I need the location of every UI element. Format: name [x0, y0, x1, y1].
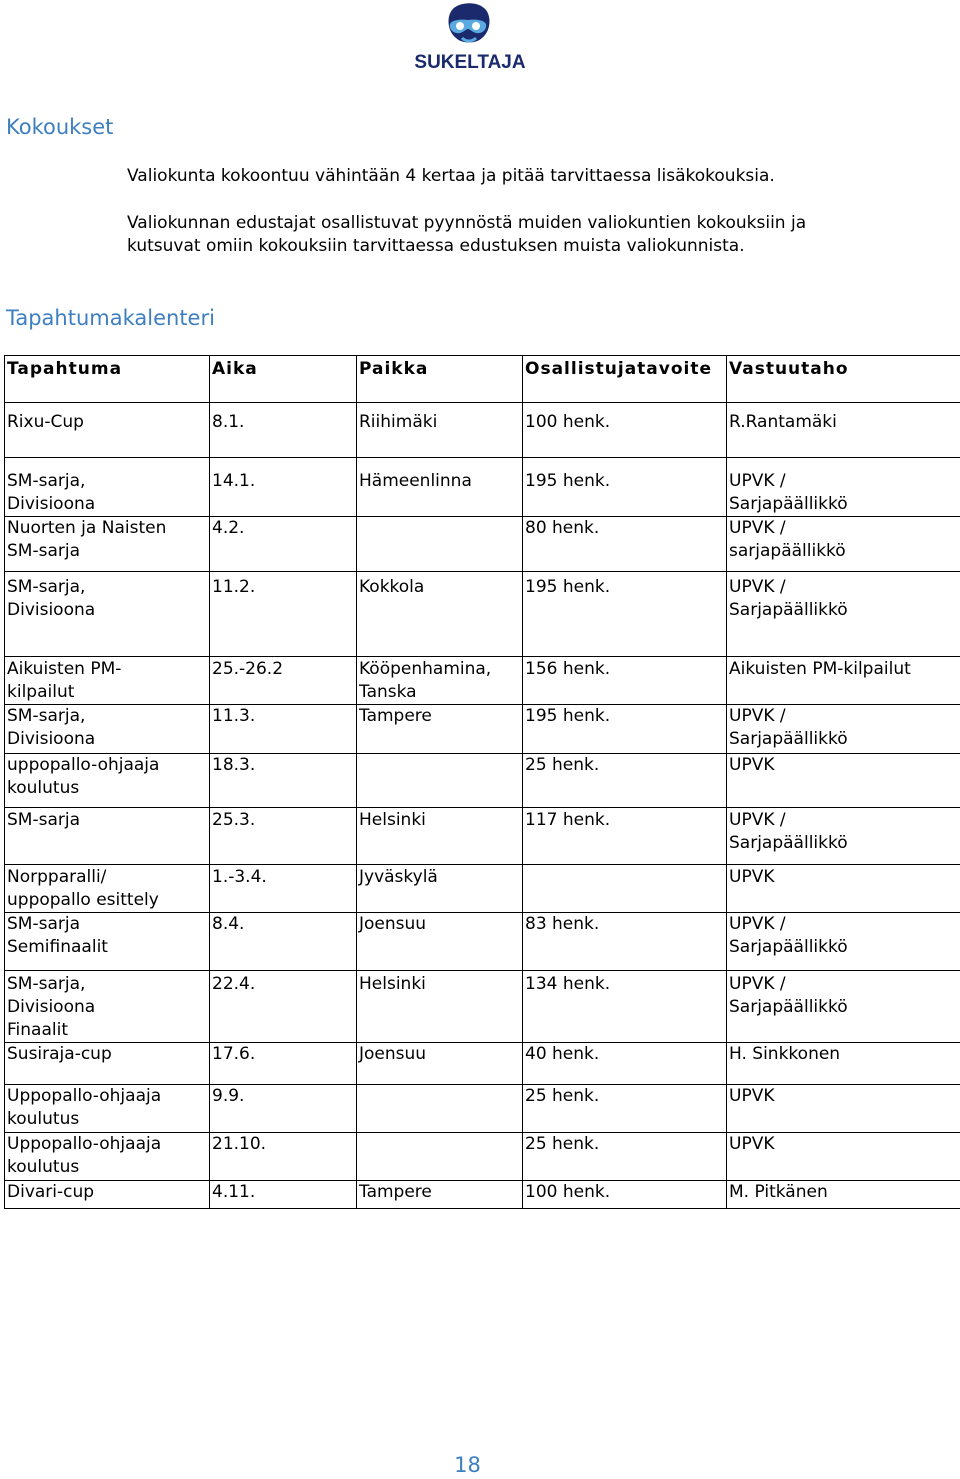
cell-place	[357, 1133, 523, 1181]
header-time: Aika	[210, 356, 357, 403]
table-row	[5, 1043, 960, 1085]
table-row	[5, 865, 960, 913]
cell-responsible: H. Sinkkonen	[727, 1043, 960, 1085]
cell-time: 1.-3.4.	[210, 865, 357, 913]
event-text: Rixu-Cup	[7, 412, 84, 432]
cell-event	[5, 458, 210, 517]
event-text: SM-sarja,	[7, 577, 86, 597]
responsible-text: UPVK /	[729, 471, 786, 491]
cell-time: 11.2.	[210, 572, 357, 657]
cell-responsible: UPVK	[727, 754, 960, 808]
event-text: SM-sarja,	[7, 471, 86, 491]
diver-mask-logo-icon	[442, 2, 494, 52]
event-text: SM-sarja,	[7, 706, 86, 726]
cell-event	[5, 403, 210, 458]
cell-target: 195 henk.	[523, 705, 727, 754]
event-text-line-2: koulutus	[7, 1157, 80, 1177]
event-text: SM-sarja,	[7, 974, 86, 994]
cell-place: Hämeenlinna	[357, 458, 523, 517]
responsible-text-line-2: Sarjapäällikkö	[729, 937, 848, 957]
cell-time: 25.-26.2	[210, 657, 357, 705]
responsible-text: UPVK /	[729, 518, 786, 538]
event-text: Nuorten ja Naisten	[7, 518, 167, 538]
cell-event: Divari-cup	[5, 1181, 210, 1209]
responsible-text-line-2: Sarjapäällikkö	[729, 600, 848, 620]
cell-event	[5, 657, 210, 705]
event-text: Uppopallo-ohjaaja	[7, 1086, 162, 1106]
cell-place: Tampere	[357, 705, 523, 754]
cell-place: Riihimäki	[357, 403, 523, 458]
cell-place	[357, 657, 523, 705]
sukeltaja-logo	[408, 2, 528, 78]
cell-responsible	[727, 971, 960, 1043]
table-row	[5, 572, 960, 657]
event-text-line-3: Finaalit	[7, 1020, 68, 1040]
event-text: Aikuisten PM-	[7, 659, 122, 679]
responsible-text-line-2: Sarjapäällikkö	[729, 494, 848, 514]
cell-time: 11.3.	[210, 705, 357, 754]
event-text-line-2: Divisioona	[7, 600, 96, 620]
cell-time: 25.3.	[210, 808, 357, 865]
event-text-line-2: kilpailut	[7, 682, 75, 702]
cell-place: Helsinki	[357, 808, 523, 865]
cell-responsible: R.Rantamäki	[727, 403, 960, 458]
cell-place: Tampere	[357, 1181, 523, 1209]
table-row	[5, 913, 960, 971]
header-responsible: Vastuutaho	[727, 356, 960, 403]
cell-time: 14.1.	[210, 458, 357, 517]
table-row	[5, 808, 960, 865]
logo-text: SUKELTAJA	[414, 52, 526, 73]
calendar-heading: Tapahtumakalenteri	[6, 306, 215, 330]
cell-event	[5, 517, 210, 572]
cell-event: SM-sarja	[5, 808, 210, 865]
responsible-text-line-2: Sarjapäällikkö	[729, 729, 848, 749]
cell-event	[5, 865, 210, 913]
cell-place: Kokkola	[357, 572, 523, 657]
cell-responsible	[727, 913, 960, 971]
meetings-paragraph-2-line-2: kutsuvat omiin kokouksiin tarvittaessa edustuksen muista valiokunnista.	[127, 236, 745, 256]
event-text-line-2: uppopallo esittely	[7, 890, 159, 910]
table-row	[5, 1133, 960, 1181]
cell-event	[5, 1133, 210, 1181]
cell-event: Susiraja-cup	[5, 1043, 210, 1085]
event-text: Norpparalli/	[7, 867, 107, 887]
cell-target: 156 henk.	[523, 657, 727, 705]
cell-event	[5, 705, 210, 754]
place-text-line-2: Tanska	[359, 682, 417, 702]
cell-target: 100 henk.	[523, 403, 727, 458]
table-row	[5, 705, 960, 754]
cell-place	[357, 754, 523, 808]
table-row	[5, 657, 960, 705]
cell-event	[5, 1085, 210, 1133]
event-text-line-2: koulutus	[7, 1109, 80, 1129]
event-text-line-2: Divisioona	[7, 997, 96, 1017]
cell-event	[5, 971, 210, 1043]
table-row	[5, 971, 960, 1043]
cell-event	[5, 572, 210, 657]
place-text: Kööpenhamina,	[359, 659, 492, 679]
cell-target: 25 henk.	[523, 1085, 727, 1133]
responsible-text-line-2: Sarjapäällikkö	[729, 997, 848, 1017]
responsible-text: UPVK /	[729, 810, 786, 830]
cell-target: 80 henk.	[523, 517, 727, 572]
cell-time: 8.1.	[210, 403, 357, 458]
cell-place: Joensuu	[357, 913, 523, 971]
responsible-text: UPVK /	[729, 706, 786, 726]
responsible-text-line-2: Sarjapäällikkö	[729, 833, 848, 853]
meetings-paragraph-1: Valiokunta kokoontuu vähintään 4 kertaa ja pitää tarvittaessa lisäkokouksia.	[127, 166, 775, 186]
event-text-line-2: Divisioona	[7, 729, 96, 749]
cell-responsible: UPVK	[727, 1085, 960, 1133]
event-text: uppopallo-ohjaaja	[7, 755, 160, 775]
header-event: Tapahtuma	[5, 356, 210, 403]
cell-time: 4.11.	[210, 1181, 357, 1209]
table-row	[5, 1181, 960, 1209]
cell-responsible: M. Pitkänen	[727, 1181, 960, 1209]
header-place: Paikka	[357, 356, 523, 403]
cell-target: 40 henk.	[523, 1043, 727, 1085]
cell-time: 21.10.	[210, 1133, 357, 1181]
event-calendar-table	[4, 355, 960, 1209]
event-text-line-2: koulutus	[7, 778, 80, 798]
responsible-text: UPVK /	[729, 577, 786, 597]
cell-place	[357, 517, 523, 572]
header-target: Osallistujatavoite	[523, 356, 727, 403]
cell-target: 25 henk.	[523, 1133, 727, 1181]
cell-event	[5, 913, 210, 971]
event-text: Uppopallo-ohjaaja	[7, 1134, 162, 1154]
table-row	[5, 403, 960, 458]
table-row	[5, 754, 960, 808]
cell-target: 195 henk.	[523, 572, 727, 657]
meetings-paragraph-2-line-1: Valiokunnan edustajat osallistuvat pyynnöstä muiden valiokuntien kokouksiin ja	[127, 213, 807, 233]
cell-responsible: UPVK	[727, 865, 960, 913]
cell-time: 8.4.	[210, 913, 357, 971]
cell-time: 9.9.	[210, 1085, 357, 1133]
cell-target: 117 henk.	[523, 808, 727, 865]
cell-target: 100 henk.	[523, 1181, 727, 1209]
cell-responsible: UPVK	[727, 1133, 960, 1181]
responsible-text: UPVK /	[729, 974, 786, 994]
cell-place: Jyväskylä	[357, 865, 523, 913]
cell-target: 134 henk.	[523, 971, 727, 1043]
table-row	[5, 517, 960, 572]
event-text-line-2: SM-sarja	[7, 541, 80, 561]
cell-target: 83 henk.	[523, 913, 727, 971]
table-row	[5, 1085, 960, 1133]
cell-time: 4.2.	[210, 517, 357, 572]
cell-target: 25 henk.	[523, 754, 727, 808]
responsible-text-line-2: sarjapäällikkö	[729, 541, 846, 561]
table-row	[5, 458, 960, 517]
cell-place	[357, 1085, 523, 1133]
cell-responsible	[727, 517, 960, 572]
table-header-row	[5, 356, 960, 403]
event-text: SM-sarja	[7, 914, 80, 934]
meetings-paragraph-2	[127, 212, 927, 258]
page-number: 18	[454, 1453, 481, 1477]
cell-responsible: Aikuisten PM-kilpailut	[727, 657, 960, 705]
cell-event	[5, 754, 210, 808]
cell-responsible	[727, 705, 960, 754]
cell-time: 22.4.	[210, 971, 357, 1043]
cell-place: Helsinki	[357, 971, 523, 1043]
cell-time: 17.6.	[210, 1043, 357, 1085]
cell-responsible	[727, 572, 960, 657]
cell-responsible	[727, 458, 960, 517]
cell-target: 195 henk.	[523, 458, 727, 517]
event-text-line-2: Semifinaalit	[7, 937, 108, 957]
meetings-heading: Kokoukset	[6, 115, 114, 139]
cell-responsible	[727, 808, 960, 865]
cell-place: Joensuu	[357, 1043, 523, 1085]
responsible-text: UPVK /	[729, 914, 786, 934]
cell-time: 18.3.	[210, 754, 357, 808]
cell-target	[523, 865, 727, 913]
event-text-line-2: Divisioona	[7, 494, 96, 514]
